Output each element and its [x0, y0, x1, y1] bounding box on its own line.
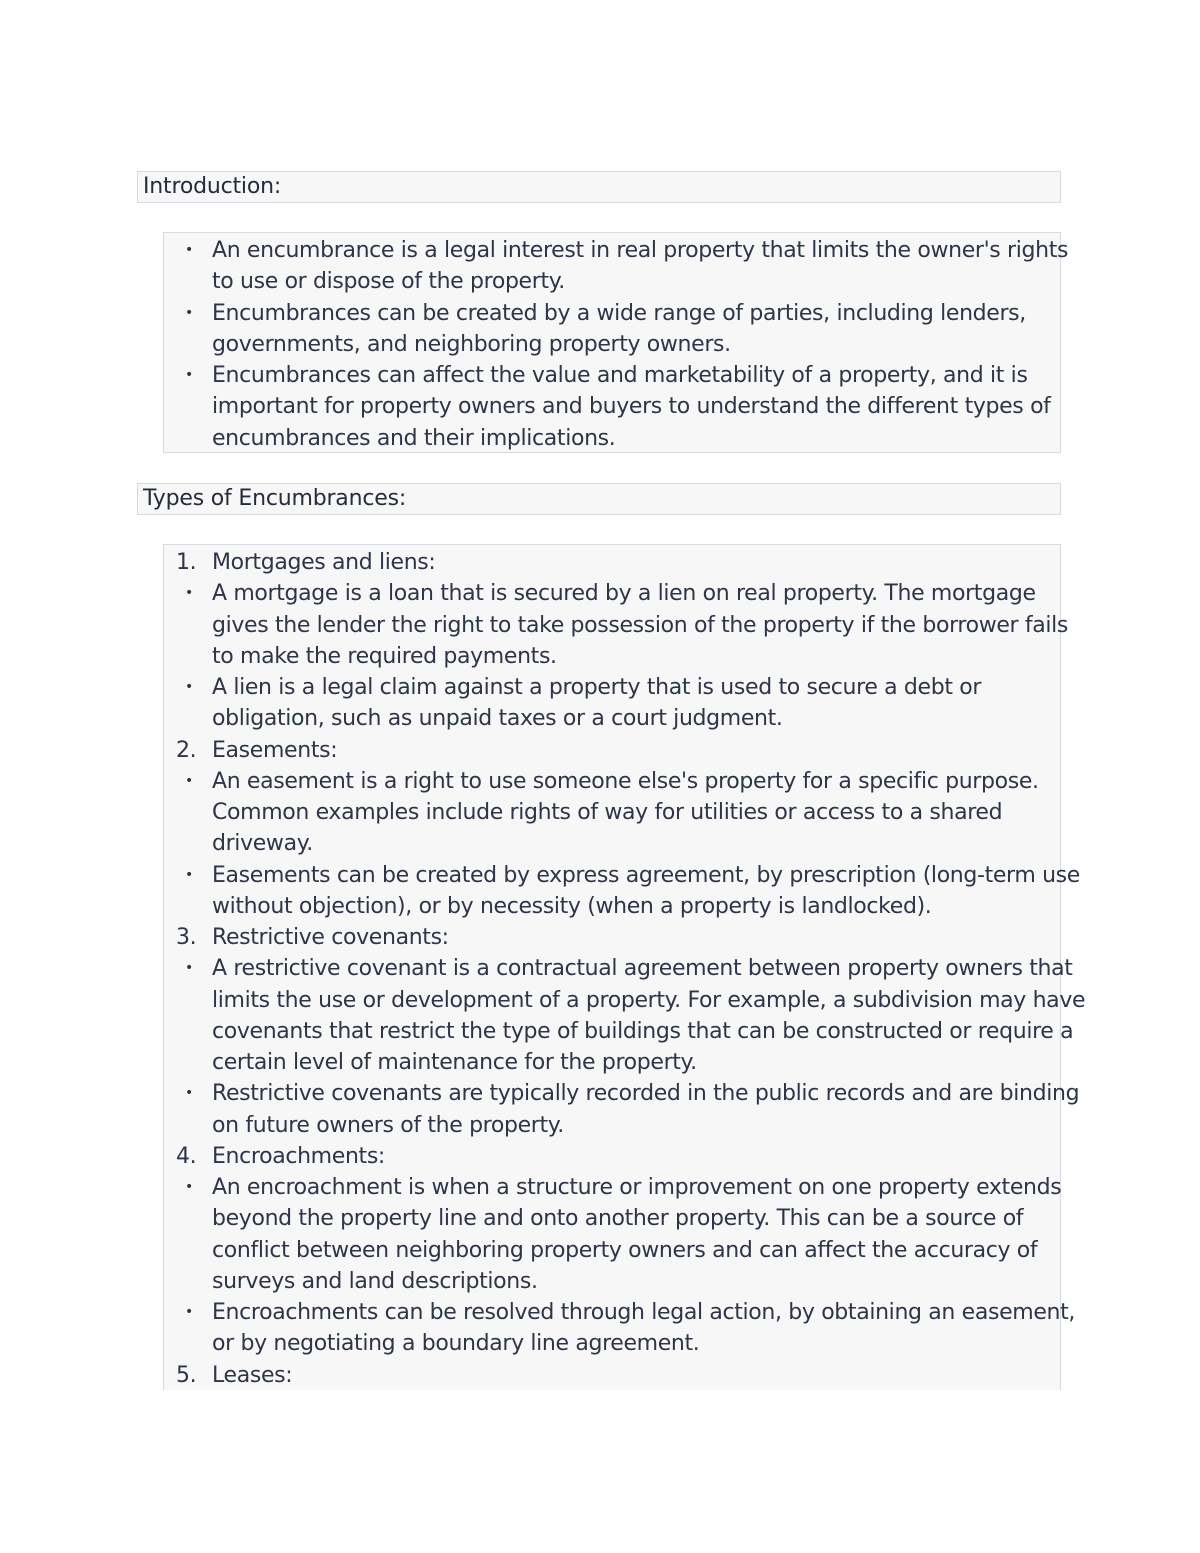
list-item-text: surveys and land descriptions. [212, 1268, 538, 1294]
list-item-text: certain level of maintenance for the property. [212, 1050, 697, 1075]
bullet-marker: • [185, 960, 193, 977]
list-item-line [185, 1172, 1062, 1203]
bullet-marker: • [185, 304, 193, 321]
list-item-text: driveway. [212, 831, 313, 857]
list-item-text: Restrictive covenants are typically recorded in the public records and are binding [212, 1081, 1080, 1107]
list-item-line [185, 360, 1062, 391]
list-item-line [212, 610, 1069, 641]
list-item-text: An encumbrance is a legal interest in real property that limits the owner's rights [212, 238, 1069, 263]
list-item-text: Restrictive covenants: [212, 925, 449, 950]
list-item-line [212, 391, 1062, 422]
list-item-line [185, 235, 1069, 266]
list-item-text: on future owners of the property. [212, 1112, 564, 1138]
bullet-marker: • [185, 866, 193, 883]
list-item-text: governments, and neighboring property owners. [212, 331, 731, 357]
list-item-text: Common examples include rights of way for utilities or access to a shared [212, 800, 1003, 825]
list-item-text: Encumbrances can affect the value and marketability of a property, and it is [212, 363, 1028, 388]
list-item-line [176, 735, 1062, 766]
list-item-line [212, 1047, 1062, 1078]
list-item-line [212, 797, 1062, 828]
list-item-line [212, 266, 1062, 297]
list-item-line [212, 1110, 1062, 1141]
list-item-line [176, 547, 1062, 578]
list-item-text: important for property owners and buyers to understand the different types of [212, 394, 1051, 420]
list-number: 5. [176, 1362, 197, 1388]
list-item-text: beyond the property line and onto another property. This can be a source of [212, 1206, 1024, 1232]
list-item-line [212, 329, 1062, 360]
bullet-marker: • [185, 772, 193, 789]
list-item-text: An easement is a right to use someone else's property for a specific purpose. [212, 768, 1039, 794]
list-item-line [212, 985, 1086, 1016]
types-list [163, 544, 1086, 1390]
list-number: 2. [176, 737, 197, 763]
list-item-text: gives the lender the right to take possession of the property if the borrower fails [212, 612, 1069, 638]
list-item-line [212, 641, 1062, 672]
list-item-line [212, 423, 1062, 454]
introduction-list [163, 232, 1069, 453]
list-item-line [185, 1078, 1080, 1109]
bullet-marker: • [185, 1304, 193, 1320]
list-item-text: Leases: [212, 1362, 293, 1388]
bullet-marker: • [185, 367, 193, 383]
list-item-line [212, 1203, 1062, 1234]
list-item-line [185, 672, 1062, 703]
list-item-line [185, 953, 1073, 984]
list-item-text: A restrictive covenant is a contractual agreement between property owners that [212, 956, 1073, 982]
list-item-text: An encroachment is when a structure or improvement on one property extends [212, 1175, 1062, 1200]
list-item-line [185, 298, 1062, 329]
list-item-line [212, 828, 1062, 859]
list-item-text: Easements: [212, 737, 338, 763]
list-item-text: without objection), or by necessity (when a property is landlocked). [212, 893, 932, 919]
list-item-line [176, 922, 1062, 953]
introduction-heading: Introduction: [137, 171, 1061, 203]
types-heading: Types of Encumbrances: [137, 483, 1061, 515]
list-item-text: obligation, such as unpaid taxes or a court judgment. [212, 706, 783, 732]
bullet-marker: • [185, 679, 193, 695]
list-item-line [212, 703, 1062, 734]
list-item-text: Encroachments: [212, 1143, 385, 1169]
list-item-line [185, 1297, 1076, 1328]
list-item-text: to use or dispose of the property. [212, 269, 565, 295]
list-item-text: Easements can be created by express agreement, by prescription (long-term use [212, 862, 1080, 888]
list-item-text: A lien is a legal claim against a property that is used to secure a debt or [212, 675, 982, 700]
list-number: 4. [176, 1143, 197, 1169]
list-item-text: limits the use or development of a property. For example, a subdivision may have [212, 987, 1086, 1013]
list-item-text: conflict between neighboring property owners and can affect the accuracy of [212, 1237, 1038, 1263]
bullet-marker: • [185, 242, 193, 258]
list-item-text: Encroachments can be resolved through legal action, by obtaining an easement, [212, 1300, 1076, 1325]
list-item-line [212, 1328, 1062, 1359]
list-item-line [212, 1266, 1062, 1297]
list-item-line [176, 1141, 1062, 1172]
list-item-line [212, 1235, 1062, 1266]
list-item-line [176, 1360, 1062, 1391]
list-item-line [185, 860, 1080, 891]
list-item-text: to make the required payments. [212, 643, 557, 669]
list-item-text: covenants that restrict the type of buildings that can be constructed or require a [212, 1018, 1074, 1044]
list-number: 1. [176, 550, 197, 575]
list-number: 3. [176, 925, 197, 950]
list-item-line [212, 1016, 1074, 1047]
list-item-line [185, 766, 1062, 797]
list-item-text: A mortgage is a loan that is secured by a lien on real property. The mortgage [212, 581, 1036, 607]
bullet-marker: • [185, 585, 193, 602]
list-item-text: or by negotiating a boundary line agreement. [212, 1331, 700, 1357]
bullet-marker: • [185, 1179, 193, 1195]
list-item-text: Mortgages and liens: [212, 550, 436, 575]
list-item-text: encumbrances and their implications. [212, 425, 616, 451]
list-item-line [212, 891, 1062, 922]
list-item-line [185, 578, 1062, 609]
list-item-text: Encumbrances can be created by a wide range of parties, including lenders, [212, 300, 1026, 326]
bullet-marker: • [185, 1085, 193, 1102]
